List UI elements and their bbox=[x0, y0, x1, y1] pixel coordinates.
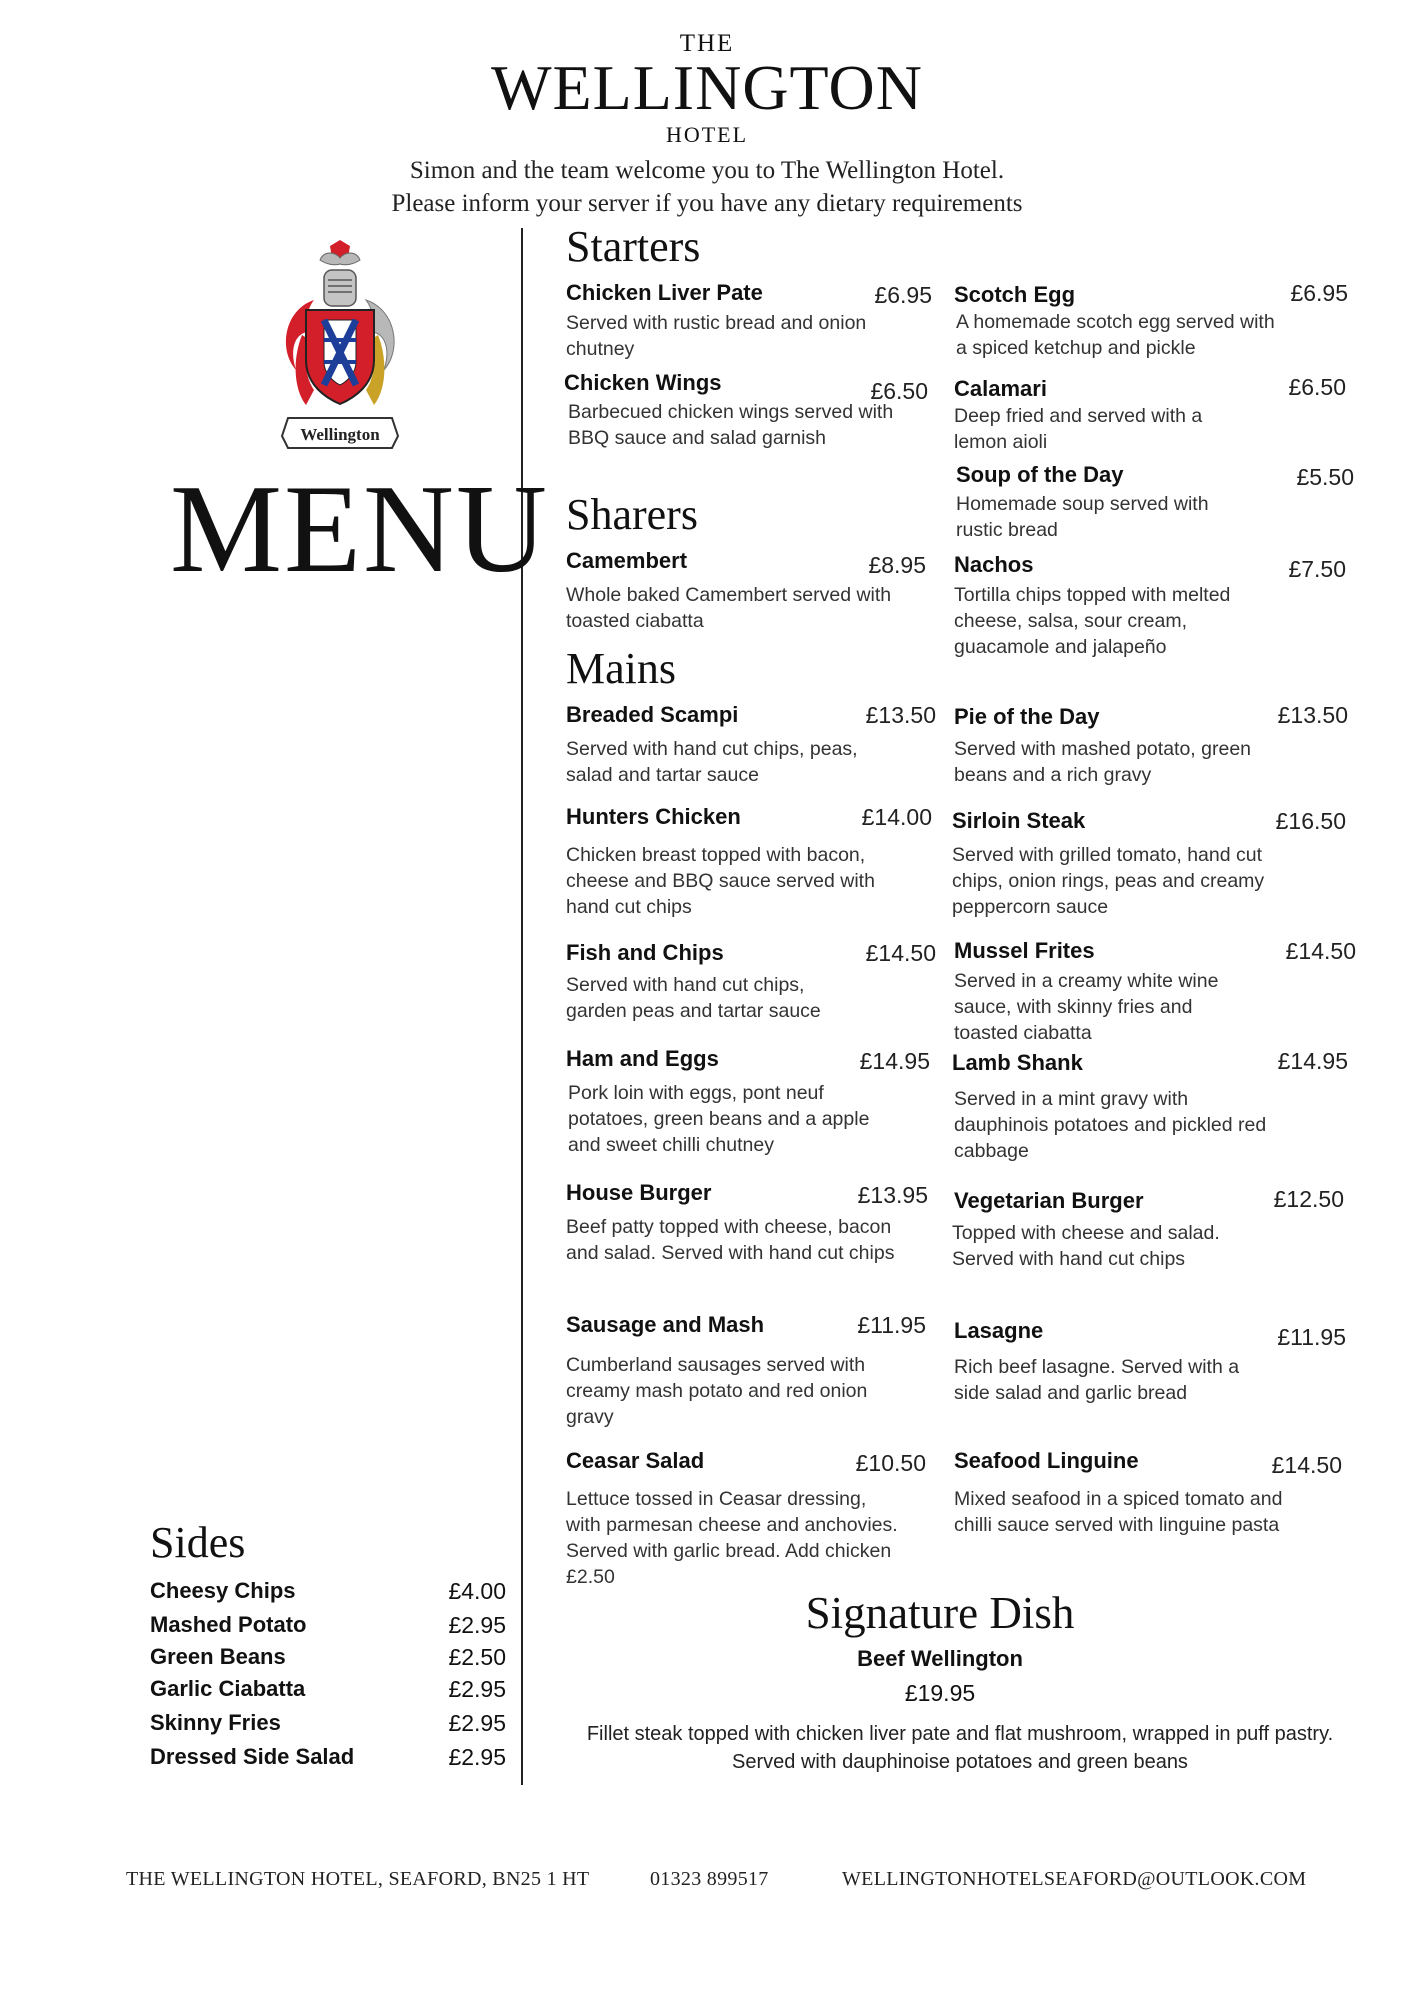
header-the: THE bbox=[679, 30, 735, 57]
item-description: Cumberland sausages served with creamy mash potato and red onion gravy bbox=[566, 1354, 868, 1428]
item-price: £14.95 bbox=[859, 1048, 930, 1074]
coat-of-arms-icon bbox=[274, 240, 406, 458]
item-name: Camembert bbox=[566, 548, 688, 573]
item-description: Served with hand cut chips, peas, salad and tartar sauce bbox=[566, 738, 858, 786]
item-description: Served in a creamy white wine sauce, with skinny fries and toasted ciabatta bbox=[954, 970, 1219, 1044]
welcome-text bbox=[0, 154, 1414, 220]
side-price: £4.00 bbox=[448, 1578, 506, 1604]
item-name: Scotch Egg bbox=[954, 282, 1076, 307]
item-name: Lasagne bbox=[954, 1318, 1044, 1343]
item-description: Mixed seafood in a spiced tomato and chilli sauce served with linguine pasta bbox=[954, 1488, 1283, 1536]
item-name: Nachos bbox=[954, 552, 1034, 577]
item-name: Sirloin Steak bbox=[952, 808, 1086, 833]
item-price: £6.95 bbox=[1290, 280, 1348, 306]
section-title-sides: Sides bbox=[150, 1518, 246, 1567]
item-description: A homemade scotch egg served with a spiced ketchup and pickle bbox=[956, 311, 1275, 359]
section-title-signature: Signature Dish bbox=[805, 1588, 1075, 1638]
item-price: £14.50 bbox=[865, 940, 936, 966]
item-price: £10.50 bbox=[855, 1450, 926, 1476]
item-name: Fish and Chips bbox=[566, 940, 724, 965]
item-name: Soup of the Day bbox=[956, 462, 1124, 487]
signature-dish-name: Beef Wellington bbox=[857, 1646, 1023, 1671]
side-price: £2.50 bbox=[448, 1644, 506, 1670]
side-name: Garlic Ciabatta bbox=[150, 1676, 306, 1701]
item-name: Lamb Shank bbox=[952, 1050, 1083, 1075]
item-name: Pie of the Day bbox=[954, 704, 1100, 729]
item-description: Topped with cheese and salad. Served with hand cut chips bbox=[952, 1222, 1220, 1270]
item-description: Whole baked Camembert served with toasted ciabatta bbox=[566, 584, 892, 632]
side-name: Green Beans bbox=[150, 1644, 286, 1669]
item-description: Served in a mint gravy with dauphinois potatoes and pickled red cabbage bbox=[954, 1088, 1267, 1162]
section-title-starters: Starters bbox=[566, 222, 701, 271]
welcome-line-1: Simon and the team welcome you to The Wellington Hotel. bbox=[409, 157, 1005, 184]
side-price: £2.95 bbox=[448, 1612, 506, 1638]
footer-address: THE WELLINGTON HOTEL, SEAFORD, BN25 1 HT bbox=[126, 1868, 590, 1890]
item-description: Served with mashed potato, green beans and a rich gravy bbox=[954, 738, 1252, 786]
item-name: Chicken Wings bbox=[564, 370, 722, 395]
item-description: Tortilla chips topped with melted cheese, salsa, sour cream, guacamole and jalapeño bbox=[954, 584, 1231, 658]
side-name: Dressed Side Salad bbox=[150, 1744, 355, 1769]
item-description: Barbecued chicken wings served with BBQ sauce and salad garnish bbox=[568, 401, 894, 449]
item-name: House Burger bbox=[566, 1180, 712, 1205]
item-name: Calamari bbox=[954, 376, 1047, 401]
item-description: Served with grilled tomato, hand cut chips, onion rings, peas and creamy peppercorn sauce bbox=[952, 844, 1265, 918]
crest-motto: Wellington bbox=[300, 425, 380, 444]
item-description: Served with rustic bread and onion chutney bbox=[566, 312, 867, 360]
item-price: £6.50 bbox=[870, 378, 928, 404]
item-description: Homemade soup served with rustic bread bbox=[956, 493, 1209, 541]
item-name: Vegetarian Burger bbox=[954, 1188, 1144, 1213]
item-price: £14.95 bbox=[1277, 1048, 1348, 1074]
item-price: £8.95 bbox=[868, 552, 926, 578]
item-description: Beef patty topped with cheese, bacon and salad. Served with hand cut chips bbox=[566, 1216, 895, 1264]
side-price: £2.95 bbox=[448, 1710, 506, 1736]
section-title-sharers: Sharers bbox=[566, 490, 698, 539]
item-description: Lettuce tossed in Ceasar dressing, with parmesan cheese and anchovies. Served with garlic bread. Add chicken £2.50 bbox=[566, 1488, 898, 1588]
item-name: Ceasar Salad bbox=[566, 1448, 705, 1473]
signature-dish-price: £19.95 bbox=[904, 1680, 976, 1706]
item-price: £7.50 bbox=[1288, 556, 1346, 582]
item-name: Sausage and Mash bbox=[566, 1312, 765, 1337]
item-price: £11.95 bbox=[1277, 1324, 1346, 1350]
side-price: £2.95 bbox=[448, 1744, 506, 1770]
menu-title: MENU bbox=[170, 460, 549, 599]
footer-email: WELLINGTONHOTELSEAFORD@OUTLOOK.COM bbox=[842, 1868, 1307, 1890]
item-price: £6.50 bbox=[1288, 374, 1346, 400]
signature-dish-description: Fillet steak topped with chicken liver pate and flat mushroom, wrapped in puff pastry. Served with dauphinoise potatoes and green beans bbox=[586, 1723, 1334, 1773]
welcome-line-2: Please inform your server if you have any dietary requirements bbox=[391, 190, 1023, 217]
item-description: Pork loin with eggs, pont neuf potatoes, green beans and a apple and sweet chilli chutney bbox=[568, 1082, 870, 1156]
side-name: Mashed Potato bbox=[150, 1612, 307, 1637]
item-name: Mussel Frites bbox=[954, 938, 1095, 963]
item-name: Ham and Eggs bbox=[566, 1046, 719, 1071]
item-price: £14.50 bbox=[1271, 1452, 1342, 1478]
sides-list bbox=[150, 1578, 516, 1788]
item-price: £6.95 bbox=[874, 282, 932, 308]
item-price: £12.50 bbox=[1273, 1186, 1344, 1212]
item-name: Breaded Scampi bbox=[566, 702, 739, 727]
item-price: £14.50 bbox=[1285, 938, 1356, 964]
side-price: £2.95 bbox=[448, 1676, 506, 1702]
item-price: £13.50 bbox=[1277, 702, 1348, 728]
item-price: £16.50 bbox=[1275, 808, 1346, 834]
item-description: Served with hand cut chips, garden peas and tartar sauce bbox=[566, 974, 821, 1022]
item-price: £13.50 bbox=[865, 702, 936, 728]
footer-phone: 01323 899517 bbox=[650, 1868, 769, 1890]
side-name: Skinny Fries bbox=[150, 1710, 281, 1735]
header-hotel: HOTEL bbox=[665, 122, 749, 147]
item-description: Rich beef lasagne. Served with a side salad and garlic bread bbox=[954, 1356, 1240, 1404]
item-name: Hunters Chicken bbox=[566, 804, 741, 829]
section-title-mains: Mains bbox=[566, 644, 676, 693]
item-description: Deep fried and served with a lemon aioli bbox=[954, 405, 1203, 453]
side-name: Cheesy Chips bbox=[150, 1578, 296, 1603]
item-description: Chicken breast topped with bacon, cheese and BBQ sauce served with hand cut chips bbox=[566, 844, 875, 918]
item-price: £14.00 bbox=[861, 804, 932, 830]
item-name: Chicken Liver Pate bbox=[566, 280, 763, 305]
hotel-name: WELLINGTON bbox=[491, 52, 923, 123]
item-name: Seafood Linguine bbox=[954, 1448, 1139, 1473]
item-price: £13.95 bbox=[857, 1182, 928, 1208]
item-price: £11.95 bbox=[857, 1312, 926, 1338]
item-price: £5.50 bbox=[1296, 464, 1354, 490]
